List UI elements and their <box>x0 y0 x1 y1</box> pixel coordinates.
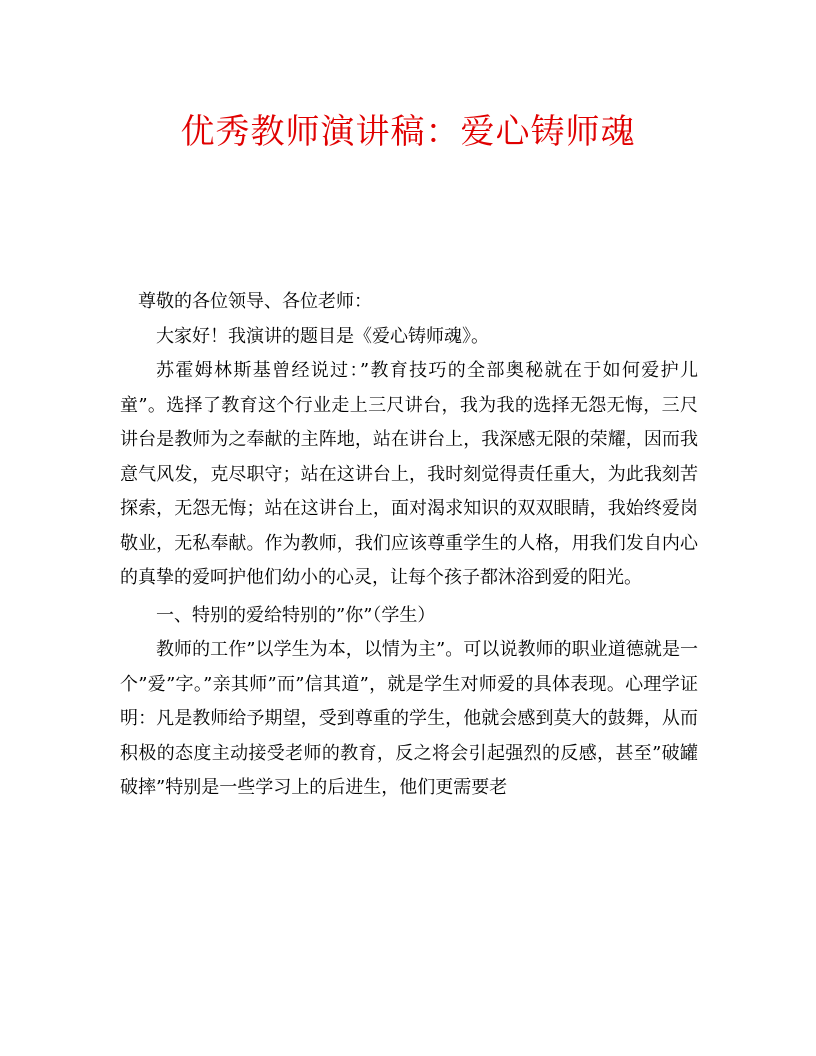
paragraph-greeting: 大家好！我演讲的题目是《爱心铸师魂》。 <box>156 325 489 347</box>
paragraph-quote: 苏霍姆林斯基曾经说过：”教育技巧的全部奥秘就在于如何爱护儿童”。选择了教育这个行业走上三尺讲台，我为我的选择无怨无悔，三尺讲台是教师为之奉献的主阵地，站在讲台上，我深感无限的荣耀，因而我意气风发，克尽职守；站在这讲台上，我时刻觉得责任重大，为此我刻苦探索，无怨无悔；站在这讲台上，面对渴求知识的双双眼睛，我始终爱岗敬业，无私奉献。作为教师，我们应该尊重学生的人格，用我们发自内心的真挚的爱呵护他们幼小的心灵，让每个孩子都沐浴到爱的阳光。 <box>120 360 698 588</box>
salutation: 尊敬的各位领导、各位老师： <box>138 291 372 312</box>
paragraph-teacher-love: 教师的工作”以学生为本，以情为主”。可以说教师的职业道德就是一个”爱”字。”亲其师”而”信其道”，就是学生对师爱的具体表现。心理学证明：凡是教师给予期望，受到尊重的学生，他就会感到莫大的鼓舞，从而积极的态度主动接受老师的教育，反之将会引起强烈的反感，甚至”破罐破摔”特别是一些学习上的后进生，他们更需要老 <box>120 639 698 798</box>
document-body <box>120 285 698 806</box>
section-heading: 一、特别的爱给特别的”你”（学生） <box>156 604 436 626</box>
page-title: 优秀教师演讲稿：爱心铸师魂 <box>180 112 636 152</box>
